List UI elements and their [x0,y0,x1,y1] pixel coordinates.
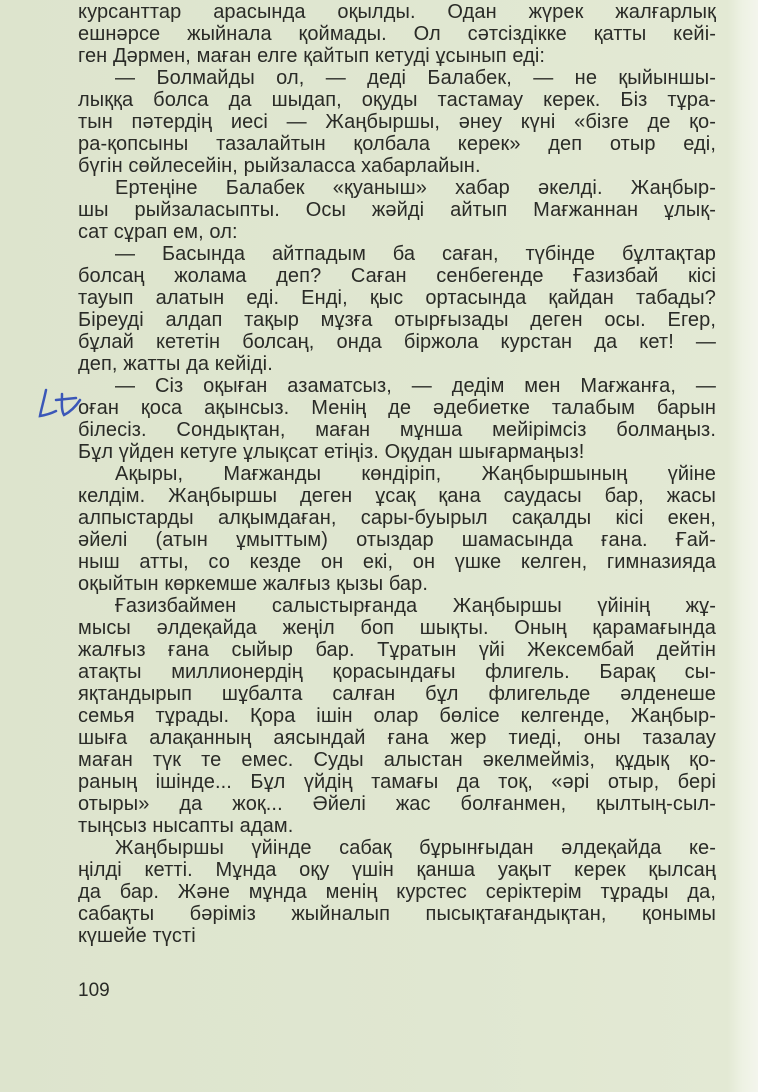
text-line: — Сіз оқыған азаматсыз, — дедім мен Мағжанға, — [115,375,716,397]
paragraph [78,837,716,947]
text-line: сат сұрап ем, ол: [78,221,238,243]
text-line: бұлай кететін болсаң, онда біржола курстан да кет! — [78,331,716,353]
text-line: ңілді кетті. Мұнда оқу үшін қанша уақыт керек қылсаң [78,859,716,881]
text-line: білесіз. Сондықтан, маған мұнша мейірімсіз болмаңыз. [78,419,716,441]
text-line: ныш атты, со кезде он екі, он үшке келген, гимназияда [78,551,716,573]
text-line: ра-қопсыны тазалайтын қолбала керек» деп отыр еді, [78,133,716,155]
text-line: маған түк те емес. Суды алыстан әкелмейміз, құдық қо- [78,749,716,771]
text-line: яқтандырып шұбалта салған бұл флигельде әлденеше [78,683,716,705]
text-line: жалғыз ғана сыйыр бар. Тұратын үйі Жексембай дейтін [78,639,716,661]
text-line: оқыйтын көркемше жалғыз қызы бар. [78,573,429,595]
text-line: оған қоса ақынсыз. Менің де әдебиетке талабым барын [78,397,716,419]
text-line: лыққа болса да шыдап, оқуды тастамау керек. Біз тұра- [78,89,716,111]
text-line: келдім. Жаңбыршы деген ұсақ қана саудасы бар, жасы [78,485,716,507]
text-line: — Болмайды ол, — деді Балабек, — не қыйыншы- [115,67,716,89]
paragraph [78,67,716,177]
text-line: семья тұрады. Қора ішін олар бөлісе келгенде, Жаңбыр- [78,705,716,727]
page-text [78,1,716,947]
text-line: Ақыры, Мағжанды көндіріп, Жаңбыршының үйіне [115,463,716,485]
text-line: алпыстарды алқымдаған, сары-буырыл сақалды кісі екен, [78,507,716,529]
text-line: Ғазизбаймен салыстырғанда Жаңбыршы үйінің жұ- [115,595,716,617]
text-line: отыры» да жоқ... Әйелі жас болғанмен, қылтың-сыл- [78,793,716,815]
text-line: шыға алақанның аясындай ғана жер тиеді, оны тазалау [78,727,716,749]
text-line: атақты миллионердің қорасындағы флигель. Барақ сы- [78,661,716,683]
text-line: Жаңбыршы үйінде сабақ бұрынғыдан әлдеқайда ке- [115,837,716,859]
paragraph [78,243,716,375]
text-line: Бұл үйден кетуге ұлықсат етіңіз. Оқудан шығармаңыз! [78,441,585,463]
paragraph [78,177,716,243]
text-line: ешнәрсе жыйнала қоймады. Ол сәтсіздікке қатты кейі- [78,23,716,45]
text-line: әйелі (атын ұмыттым) отыздар шамасында ғана. Ғай- [78,529,716,551]
text-line: ген Дәрмен, маған елге қайтып кетуді ұсынып еді: [78,45,546,67]
text-line: Біреуді алдап тақыр мұзға отырғызады деген осы. Егер, [78,309,716,331]
text-line: да бар. Және мұнда менің курстес серіктерім тұрады да, [78,881,716,903]
handwritten-mark [36,386,98,420]
text-line: раның ішінде... Бұл үйдің тамағы да тоқ, «әрі отыр, бері [78,771,716,793]
text-line: шы рыйзаласыпты. Осы жәйді айтып Мағжаннан ұлық- [78,199,716,221]
text-line: мысы әлдеқайда жеңіл боп шықты. Оның қарамағында [78,617,716,639]
paragraph [78,595,716,837]
text-line: Ертеңіне Балабек «қуаныш» хабар әкелді. Жаңбыр- [115,177,716,199]
text-line: күшейе түсті [78,925,196,947]
text-line: бүгін сөйлесейін, рыйзаласса хабарлайын. [78,155,481,177]
paragraph [78,375,716,463]
text-line: деп, жатты да кейіді. [78,353,273,375]
page-number: 109 [78,980,110,1001]
paragraph [78,1,716,67]
text-line: тын пәтердің иесі — Жаңбыршы, әнеу күні «бізге де қо- [78,111,716,133]
paragraph [78,463,716,595]
text-line: тауып алатын еді. Енді, қыс ортасында қайдан табады? [78,287,716,309]
text-line: курсанттар арасында оқылды. Одан жүрек жалғарлық [78,1,716,23]
text-line: сабақты бәріміз жыйналып пысықтағандықтан, қонымы [78,903,716,925]
text-line: болсаң жолама деп? Саған сенбегенде Ғазизбай кісі [78,265,716,287]
text-line: — Басында айтпадым ба саған, түбінде бұлтақтар [115,243,716,265]
text-line: тыңсыз нысапты адам. [78,815,294,837]
